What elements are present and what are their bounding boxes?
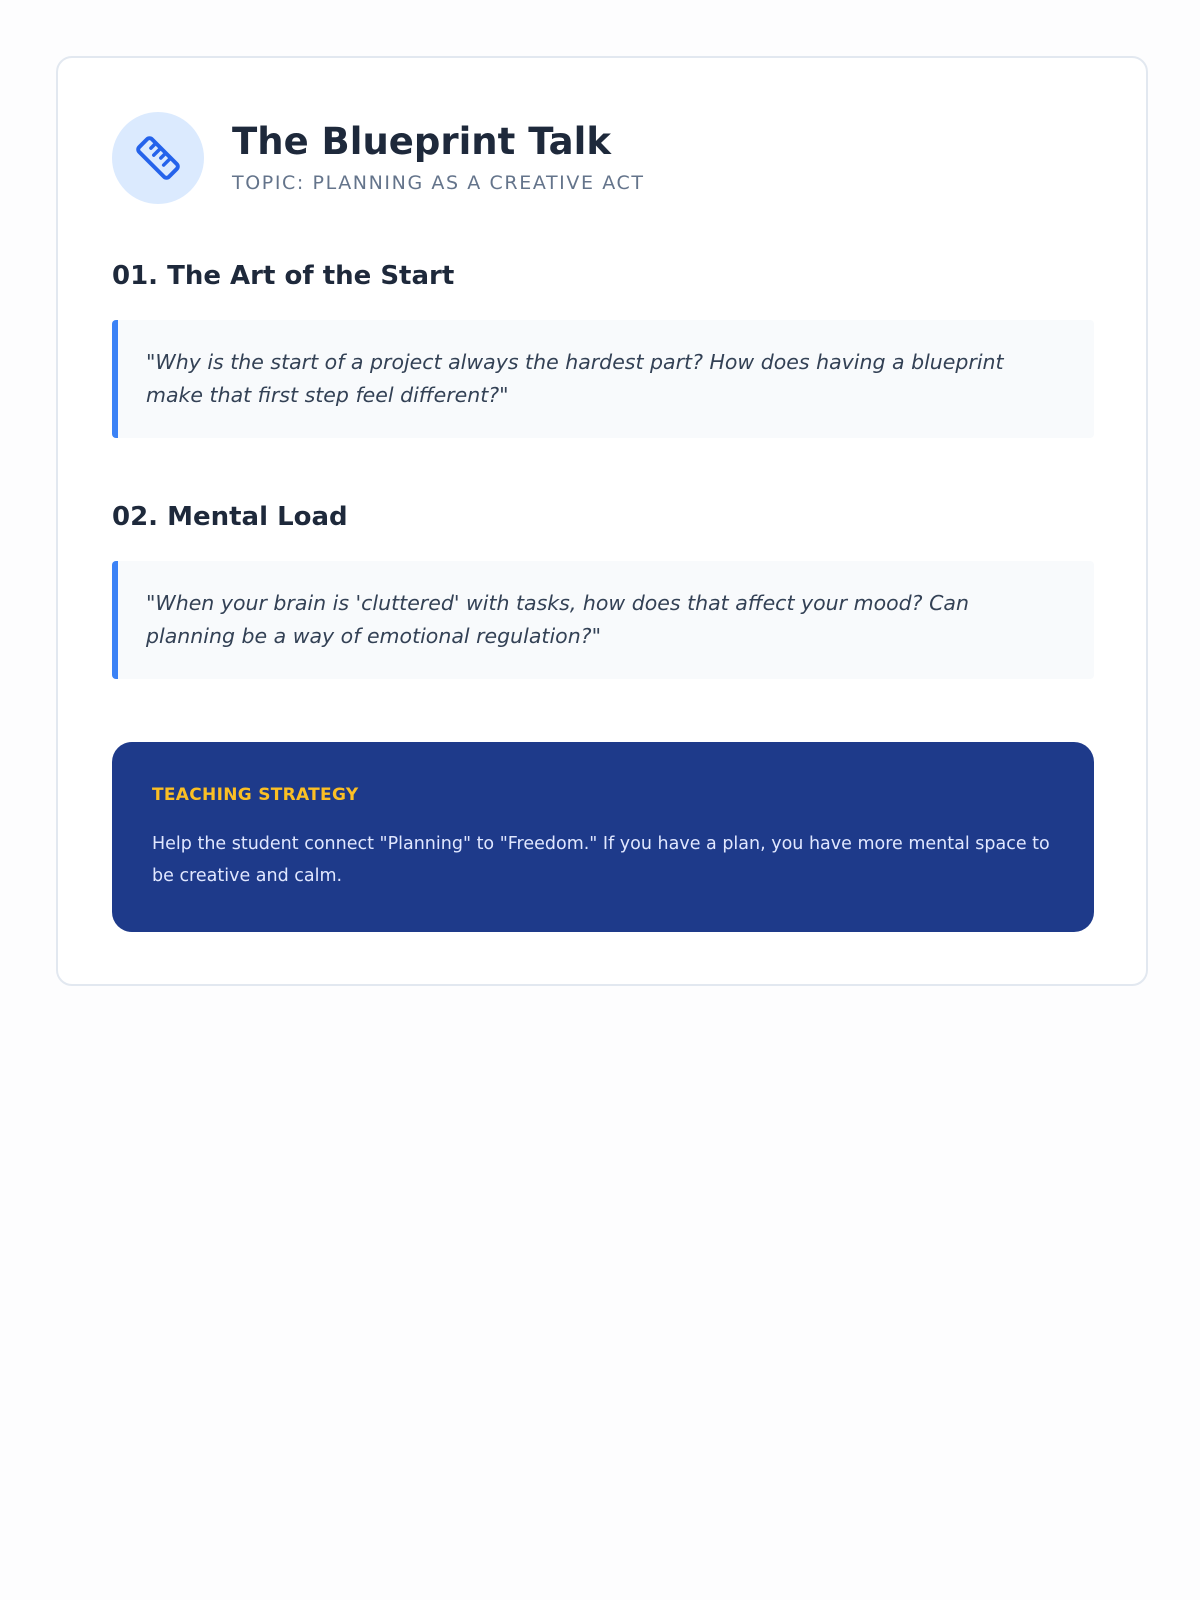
teaching-strategy-box: [112, 742, 1094, 932]
section-quote-2: "When your brain is 'cluttered' with tasks, how does that affect your mood? Can planning be a way of emotional regulation?": [112, 561, 1094, 679]
ruler-icon: [112, 112, 204, 204]
card-header: [112, 112, 645, 204]
section-heading-2: 02. Mental Load: [112, 502, 348, 532]
section-quote-1: "Why is the start of a project always the hardest part? How does having a blueprint make that first step feel different?": [112, 320, 1094, 438]
ruler-icon-graphic: [132, 132, 184, 184]
teaching-strategy-label: TEACHING STRATEGY: [152, 785, 359, 805]
section-heading-1: 01. The Art of the Start: [112, 261, 455, 291]
header-text: [232, 119, 645, 195]
teaching-strategy-text: Help the student connect "Planning" to "Freedom." If you have a plan, you have more mental space to be creative and calm.: [152, 834, 1050, 886]
page-subtitle: TOPIC: PLANNING AS A CREATIVE ACT: [232, 172, 645, 194]
page-title: The Blueprint Talk: [232, 120, 611, 163]
talk-card: [56, 56, 1148, 986]
